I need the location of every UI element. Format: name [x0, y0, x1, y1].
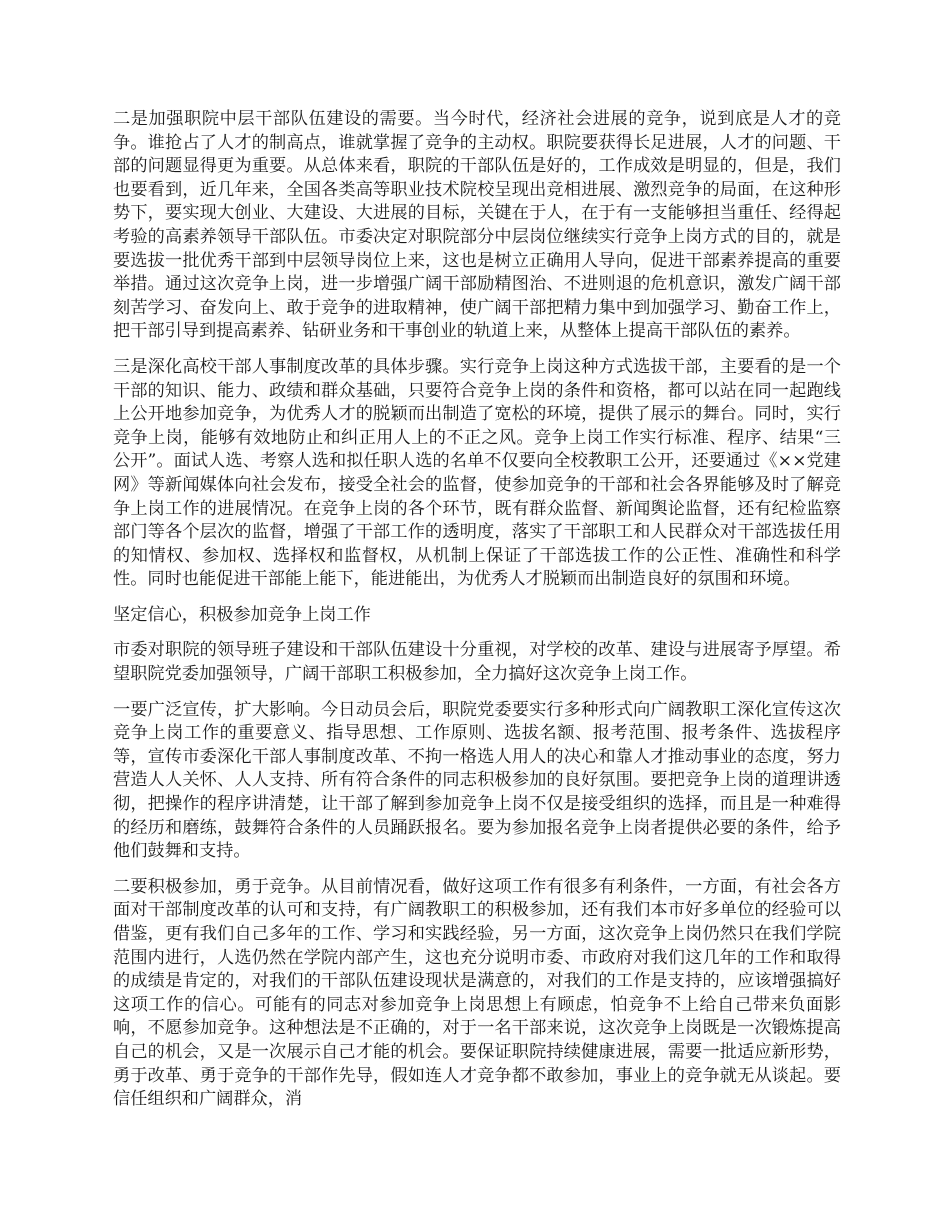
paragraph-personnel-reform: 三是深化高校干部人事制度改革的具体步骤。实行竞争上岗这种方式选拔干部，主要看的是一个干部的知识、能力、政绩和群众基础，只要符合竞争上岗的条件和资格，都可以站在同一起跑线上公开地参加竞争，为优秀人才的脱颖而出制造了宽松的环境，提供了展示的舞台。同时，实行竞争上岗，能够有效地防止和纠正用人上的不正之风。竞争上岗工作实行标准、程序、结果“三公开”。面试人选、考察人选和拟任职人选的名单不仅要向全校教职工公开，还要通过《××党建网》等新闻媒体向社会发布，接受全社会的监督，使参加竞争的干部和社会各界能够及时了解竞争上岗工作的进展情况。在竞争上岗的各个环节，既有群众监督、新闻舆论监督，还有纪检监察部门等各个层次的监督，增强了干部工作的透明度，落实了干部职工和人民群众对干部选拔任用的知情权、参加权、选择权和监督权，从机制上保证了干部选拔工作的公正性、准确性和科学性。同时也能促进干部能上能下，能进能出，为优秀人才脱颖而出制造良好的氛围和环境。 — [113, 356, 841, 590]
paragraph-participation: 二要积极参加，勇于竞争。从目前情况看，做好这项工作有很多有利条件，一方面，有社会各方面对干部制度改革的认可和支持，有广阔教职工的积极参加，还有我们本市好多单位的经验可以借鉴，更有我们自己多年的工作、学习和实践经验，另一方面，这次竞争上岗仍然只在我们学院范围内进行，人选仍然在学院内部产生，这也充分说明市委、市政府对我们这几年的工作和取得的成绩是肯定的，对我们的干部队伍建设现状是满意的，对我们的工作是支持的，应该增强搞好这项工作的信心。可能有的同志对参加竞争上岗思想上有顾虑，怕竞争不上给自己带来负面影响，不愿参加竞争。这种想法是不正确的，对于一名干部来说，这次竞争上岗既是一次锻炼提高自己的机会，又是一次展示自己才能的机会。要保证职院持续健康进展，需要一批适应新形势，勇于改革、勇于竞争的干部作先导，假如连人才竞争都不敢参加，事业上的竞争就无从谈起。要信任组织和广阔群众，消 — [113, 876, 841, 1110]
paragraph-publicity: 一要广泛宣传，扩大影响。今日动员会后，职院党委要实行多种形式向广阔教职工深化宣传这次竞争上岗工作的重要意义、指导思想、工作原则、选拔名额、报考范围、报考条件、选拔程序等，宣传市委深化干部人事制度改革、不拘一格选人用人的决心和靠人才推动事业的态度，努力营造人人关怀、人人支持、所有符合条件的同志积极参加的良好氛围。要把竞争上岗的道理讲透彻，把操作的程序讲清楚，让干部了解到参加竞争上岗不仅是接受组织的选择，而且是一种难得的经历和磨练，鼓舞符合条件的人员踊跃报名。要为参加报名竞争上岗者提供必要的条件，给予他们鼓舞和支持。 — [113, 699, 841, 862]
paragraph-cadre-team-need: 二是加强职院中层干部队伍建设的需要。当今时代，经济社会进展的竞争，说到底是人才的竞争。谁抢占了人才的制高点，谁就掌握了竞争的主动权。职院要获得长足进展，人才的问题、干部的问题显得更为重要。从总体来看，职院的干部队伍是好的，工作成效是明显的，但是，我们也要看到，近几年来，全国各类高等职业技术院校呈现出竞相进展、激烈竞争的局面，在这种形势下，要实现大创业、大建设、大进展的目标，关键在于人，在于有一支能够担当重任、经得起考验的高素养领导干部队伍。市委决定对职院部分中层岗位继续实行竞争上岗方式的目的，就是要选拔一批优秀干部到中层领导岗位上来，这也是树立正确用人导向，促进干部素养提高的重要举措。通过这次竞争上岗，进一步增强广阔干部励精图治、不进则退的危机意识，激发广阔干部刻苦学习、奋发向上、敢于竞争的进取精神，使广阔干部把精力集中到加强学习、勤奋工作上，把干部引导到提高素养、钻研业务和干事创业的轨道上来，从整体上提高干部队伍的素养。 — [113, 109, 841, 342]
paragraph-committee-expectation: 市委对职院的领导班子建设和干部队伍建设十分重视，对学校的改革、建设与进展寄予厚望。希望职院党委加强领导，广阔干部职工积极参加，全力搞好这次竞争上岗工作。 — [113, 640, 841, 685]
document-page — [113, 108, 841, 1124]
section-heading: 坚定信心，积极参加竞争上岗工作 — [113, 604, 371, 625]
